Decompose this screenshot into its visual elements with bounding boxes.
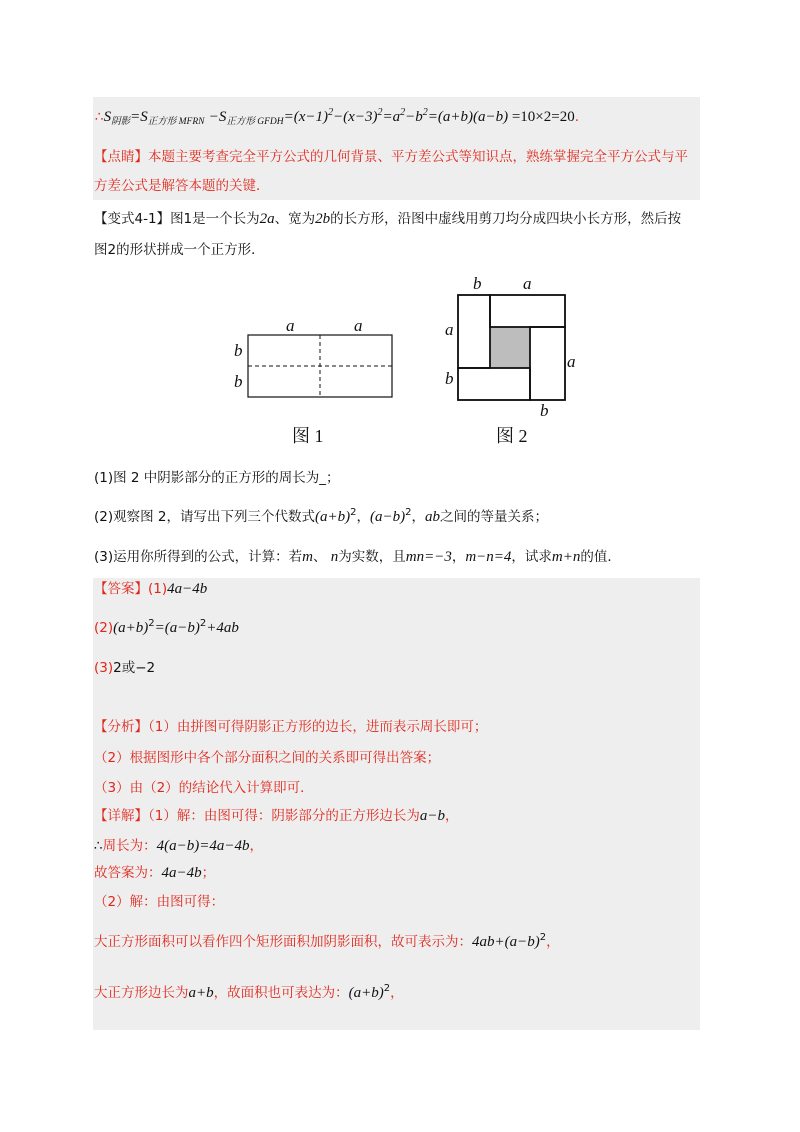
answer-2-mid: =(a−b) xyxy=(154,620,200,636)
question-2-text-1: (2)观察图 2，请写出下列三个代数式 xyxy=(94,509,316,525)
answer-3-label: (3) xyxy=(94,660,114,676)
figure1-label-b-upper: b xyxy=(234,341,243,360)
answer-2-rhs: +4ab xyxy=(206,620,239,636)
question-2-expr-3: ab xyxy=(425,509,441,525)
detail-expr-1: a−b xyxy=(419,808,445,824)
question-2-expr-2-exponent: 2 xyxy=(405,507,412,518)
question-3-text-2: 为实数，且 xyxy=(338,549,406,565)
figure-1 xyxy=(234,316,392,446)
figure2-right-rectangle xyxy=(530,327,565,400)
detail-line-3 xyxy=(94,863,215,883)
variant-length: 2a xyxy=(259,211,275,227)
analysis-text-3: （3）由（2）的结论代入计算即可． xyxy=(94,780,314,796)
answer-3-value: 2或−2 xyxy=(113,660,156,676)
detail-end-2: ， xyxy=(249,838,263,854)
detail-expr-6b: (a+b) xyxy=(348,985,384,1001)
variant-width: 2b xyxy=(315,211,331,227)
question-3-var-n: n xyxy=(330,549,339,565)
detail-expr-6: a+b xyxy=(188,985,214,1001)
detail-text-3: 故答案为： xyxy=(94,865,162,881)
key-point-line-1 xyxy=(94,147,688,167)
variant-line-2 xyxy=(94,240,265,260)
key-point-line-2 xyxy=(94,176,270,196)
figure2-top-rectangle xyxy=(490,295,565,327)
term-a-exponent: 2 xyxy=(400,107,406,118)
area-shaded-symbol: S xyxy=(103,109,112,125)
question-3-text-4: 的值． xyxy=(580,549,621,565)
figures xyxy=(0,260,800,450)
answer-tag: 【答案】(1) xyxy=(94,581,168,597)
term-b: −b xyxy=(405,109,423,125)
question-2-sep-1: ， xyxy=(356,509,371,525)
question-2-text-2: 之间的等量关系； xyxy=(440,509,549,525)
figure2-label-left-a: a xyxy=(445,320,454,339)
detail-expr-3: 4a−4b xyxy=(161,865,202,881)
detail-end-3: ； xyxy=(201,865,216,881)
detail-end-5: ， xyxy=(546,934,560,950)
figure1-label-b-lower: b xyxy=(234,372,243,391)
answer-panel xyxy=(93,578,700,1030)
answer-2-lhs-exponent: 2 xyxy=(148,618,155,629)
question-1 xyxy=(94,468,340,488)
figure2-left-rectangle xyxy=(458,295,490,368)
detail-therefore: ∴ xyxy=(94,838,103,854)
term-a: =a xyxy=(382,109,401,125)
conclusion-line xyxy=(95,107,579,127)
question-3-sep-1: 、 xyxy=(312,549,331,565)
key-point-text-1: 本题主要考查完全平方公式的几何背景、平方差公式等知识点，熟练掌握完全平方公式与平 xyxy=(148,149,688,165)
term-x-minus-3-exponent: 2 xyxy=(377,107,383,118)
question-3-text-1: (3)运用你所得到的公式，计算：若 xyxy=(94,549,303,565)
answer-2-mid-exponent: 2 xyxy=(199,618,207,629)
area-square-mfrn-subscript: 正方形 MFRN xyxy=(147,117,205,127)
detail-expr-2: 4(a−b)=4a−4b xyxy=(156,838,250,854)
question-2 xyxy=(94,507,548,527)
variant-tag: 【变式4-1】 xyxy=(94,211,171,227)
analysis-text-2: （2）根据图形中各个部分面积之间的关系即可得出答案； xyxy=(94,750,441,766)
figure2-label-left-b: b xyxy=(445,369,454,388)
figure-2 xyxy=(445,274,576,446)
answer-1-value: 4a−4b xyxy=(167,581,208,597)
term-b-exponent: 2 xyxy=(422,107,428,118)
key-point-tag: 【点睛】 xyxy=(94,149,148,165)
answer-2 xyxy=(94,618,239,638)
figure1-label-a-right: a xyxy=(354,316,363,335)
question-3-sep-2: ， xyxy=(451,549,466,565)
detail-expr-6b-exponent: 2 xyxy=(383,983,391,994)
detail-line-4 xyxy=(94,892,224,912)
detail-text-1: 【详解】（1）解：由图可得：阴影部分的正方形边长为 xyxy=(94,808,420,824)
detail-line-6 xyxy=(94,983,404,1003)
figure2-label-top-b: b xyxy=(473,274,482,293)
variant-text-2: 、宽为 xyxy=(274,211,316,227)
area-shaded-subscript: 阴影 xyxy=(111,117,131,127)
therefore-symbol: ∴ xyxy=(95,109,104,125)
detail-text-4: （2）解：由图可得： xyxy=(94,894,225,910)
detail-text-6: 大正方形边长为 xyxy=(94,985,189,1001)
detail-text-6b: ，故面积也可表达为： xyxy=(213,985,349,1001)
detail-line-2 xyxy=(94,836,263,856)
area-square-mfrn xyxy=(130,109,204,125)
analysis-line-1 xyxy=(94,717,487,737)
analysis-text-1: 【分析】（1）由拼图可得阴影正方形的边长，进而表示周长即可； xyxy=(94,719,488,735)
detail-expr-5: 4ab+(a−b) xyxy=(472,934,540,950)
question-3-condition-1: mn=−3 xyxy=(405,549,452,565)
question-3-condition-2: m−n=4 xyxy=(465,549,512,565)
term-x-minus-1: =(x−1) xyxy=(283,109,329,125)
analysis-line-2 xyxy=(94,748,440,768)
key-point-text-2: 方差公式是解答本题的关键． xyxy=(94,178,270,194)
detail-expr-5-exponent: 2 xyxy=(539,932,547,943)
question-3-target: m+n xyxy=(551,549,581,565)
conclusion-period: . xyxy=(574,109,580,125)
question-1-text: (1)图 2 中阴影部分的正方形的周长为_； xyxy=(94,470,340,486)
area-square-gfdh xyxy=(209,109,284,125)
area-shaded xyxy=(104,109,131,125)
figure2-label-bottom-b: b xyxy=(540,401,549,420)
area-square-gfdh-subscript: 正方形 GFDH xyxy=(226,117,284,127)
question-2-expr-1-exponent: 2 xyxy=(350,507,357,518)
term-x-minus-3: −(x−3) xyxy=(333,109,378,125)
figure2-shaded-square xyxy=(490,327,530,368)
answer-2-label: (2) xyxy=(94,620,114,636)
answer-2-lhs: (a+b) xyxy=(113,620,149,636)
detail-end-6: ， xyxy=(390,985,404,1001)
question-3-text-3: ，试求 xyxy=(511,549,552,565)
formula-result: =10×2=20 xyxy=(508,109,575,125)
detail-line-1 xyxy=(94,806,458,826)
analysis-line-3 xyxy=(94,778,314,798)
formula-term xyxy=(284,109,508,125)
answer-1 xyxy=(94,579,207,599)
detail-text-2: 周长为： xyxy=(102,838,157,854)
figure2-bottom-rectangle xyxy=(458,368,530,400)
variant-text-3: 的长方形，沿图中虚线用剪刀均分成四块小长方形，然后按 xyxy=(330,211,682,227)
question-2-expr-2: (a−b) xyxy=(370,509,406,525)
figure2-caption: 图 2 xyxy=(496,426,528,446)
detail-line-5 xyxy=(94,932,560,952)
question-2-expr-1: (a+b) xyxy=(315,509,351,525)
area-square-gfdh-symbol: −S xyxy=(208,109,227,125)
area-square-mfrn-symbol: =S xyxy=(130,109,148,125)
figure1-label-a-left: a xyxy=(286,316,295,335)
term-factored: =(a+b)(a−b) xyxy=(427,109,509,125)
detail-text-5: 大正方形面积可以看作四个矩形面积加阴影面积，故可表示为： xyxy=(94,934,472,950)
figure2-label-right-a: a xyxy=(567,352,576,371)
figure2-label-top-a: a xyxy=(523,274,532,293)
variant-line-1 xyxy=(94,209,681,229)
question-3-var-m: m xyxy=(302,549,313,565)
term-x-minus-1-exponent: 2 xyxy=(328,107,334,118)
question-2-sep-2: ， xyxy=(411,509,426,525)
variant-text-4: 图2的形状拼成一个正方形． xyxy=(94,242,265,258)
question-3 xyxy=(94,547,621,567)
answer-3 xyxy=(94,658,155,678)
variant-text-1: 图1是一个长为 xyxy=(170,211,260,227)
figure1-caption: 图 1 xyxy=(292,426,324,446)
detail-end-1: ， xyxy=(444,808,459,824)
